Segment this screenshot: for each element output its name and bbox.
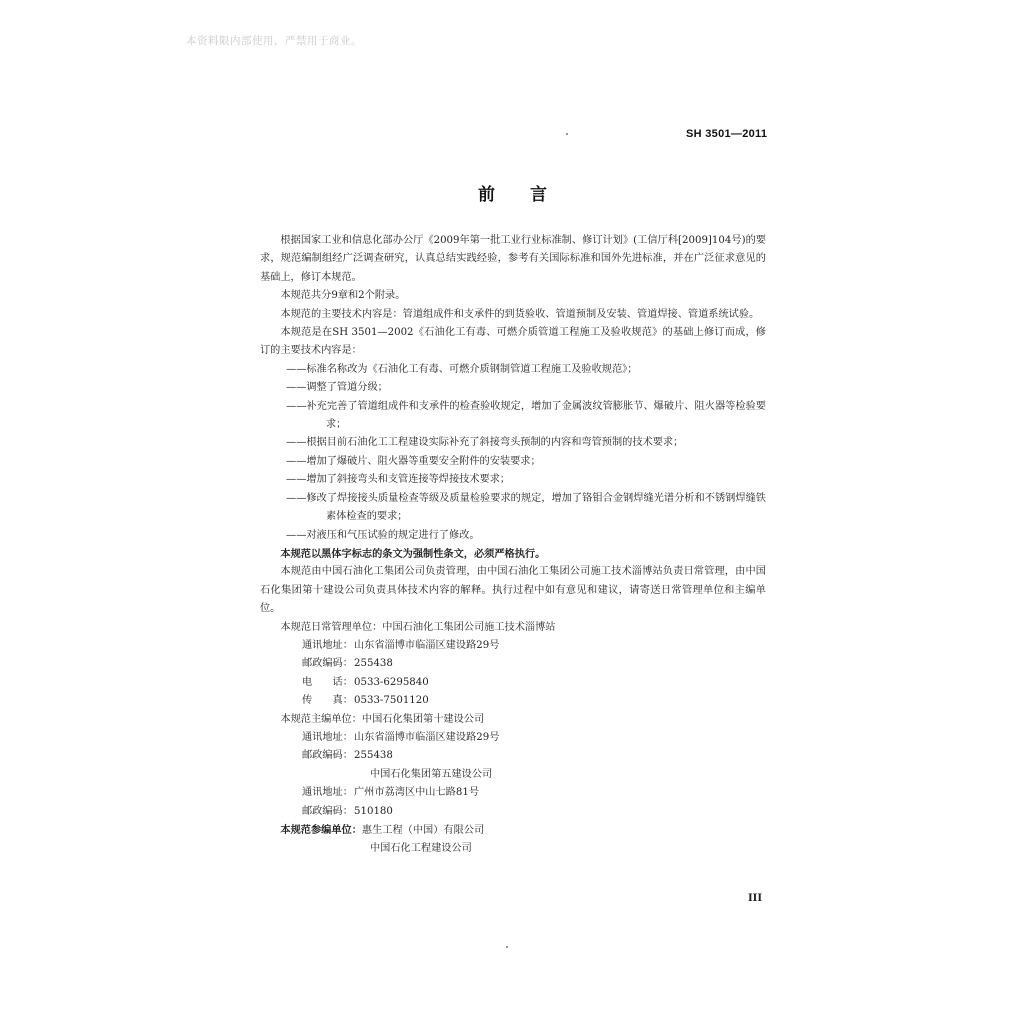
address-value: 山东省淄博市临淄区建设路29号 [354,731,500,743]
phone-label: 电 话： [302,676,353,688]
postcode-label: 邮政编码： [302,658,353,670]
postcode-label: 邮政编码： [302,805,353,817]
revision-item: ——增加了爆破片、阻火器等重要安全附件的安装要求； [286,455,541,467]
second-editor-unit: 中国石化集团第五建设公司 [370,768,493,780]
revision-item: ——修改了焊接接头质量检查等级及质量检验要求的规定，增加了铬钼合金钢焊缝光谱分析和不锈钢焊缝铁素体检查的要求； [286,492,766,523]
daily-fax-row [260,692,766,710]
daily-management-unit: 本规范日常管理单位：中国石油化工集团公司施工技术淄博站 [280,621,556,633]
address-label: 通讯地址： [302,731,353,743]
daily-address-row [260,637,766,655]
participating-unit-2: 中国石化工程建设公司 [370,843,472,855]
paragraph-revision: 本规范是在SH 3501—2002《石油化工有毒、可燃介质管道工程施工及验收规范》的基础上修订而成，修订的主要技术内容是： [260,327,766,357]
page-number: III [748,893,763,904]
participating-units [260,821,766,840]
daily-phone-row [260,674,766,692]
fax-value: 0533-7501120 [354,695,429,707]
revision-item: ——调整了管道分级； [286,382,388,394]
participating-label: 本规范参编单位： [280,824,362,836]
standard-code: SH 3501—2011 [686,128,768,140]
editor-address-row [260,729,766,747]
scan-speck [566,133,568,135]
revision-item: ——增加了斜接弯头和支管连接等焊接技术要求； [286,474,511,486]
address-label: 通讯地址： [302,787,353,799]
postcode-value: 255438 [354,658,393,670]
title-char-1: 前 [478,185,496,205]
paragraph-management: 本规范由中国石油化工集团公司负责管理，由中国石油化工集团公司施工技术淄博站负责日常管理，由中国石化集团第十建设公司负责具体技术内容的解释。执行过程中如有意见和建议，请寄送日常管理单位和主编单位。 [260,566,766,615]
postcode-value: 255438 [354,750,393,762]
postcode-label: 邮政编码： [302,750,353,762]
page-title [478,180,548,205]
title-char-2: 言 [530,185,548,205]
scan-speck [506,946,508,948]
revision-item: ——根据目前石油化工工程建设实际补充了斜接弯头预制的内容和弯管预制的技术要求； [286,437,684,449]
revision-item: ——标准名称改为《石油化工有毒、可燃介质钢制管道工程施工及验收规范》； [286,363,638,375]
foreword-body [260,232,766,859]
phone-value: 0533-6295840 [354,676,429,688]
revision-item: ——对液压和气压试验的规定进行了修改。 [286,529,480,541]
address-label: 通讯地址： [302,639,353,651]
editor-postcode-row [260,747,766,765]
participating-unit-1: 惠生工程（中国）有限公司 [361,825,485,836]
paragraph-basis: 根据国家工业和信息化部办公厅《2009年第一批工业行业标准制、修订计划》(工信厅科[2009]104号)的要求，规范编制组经广泛调查研究，认真总结实践经验，参考有关国际标准和国外先进标准，并在广泛征求意见的基础上，修订本规范。 [260,235,766,283]
paragraph-main-content: 本规范的主要技术内容是：管道组成件和支承件的到货验收、管道预制及安装、管道焊接、管道系统试验。 [280,308,760,320]
editor2-address-row [260,784,766,802]
address-value: 山东省淄博市临淄区建设路29号 [354,639,500,651]
paragraph-chapters: 本规范共分9章和2个附录。 [280,290,406,302]
revision-item: ——补充完善了管道组成件和支承件的检查验收规定，增加了金属波纹管膨胀节、爆破片、阻火器等检验要求； [286,400,766,431]
postcode-value: 510180 [354,805,393,817]
editor2-postcode-row [260,803,766,821]
daily-postcode-row [260,655,766,673]
fax-label: 传 真： [302,695,353,707]
watermark-text: 本资料限内部使用，严禁用于商业。 [186,35,362,47]
address-value: 广州市荔湾区中山七路81号 [354,787,480,799]
chief-editor-unit: 本规范主编单位：中国石化集团第十建设公司 [280,713,485,725]
paragraph-mandatory: 本规范以黑体字标志的条文为强制性条文，必须严格执行。 [280,547,546,560]
